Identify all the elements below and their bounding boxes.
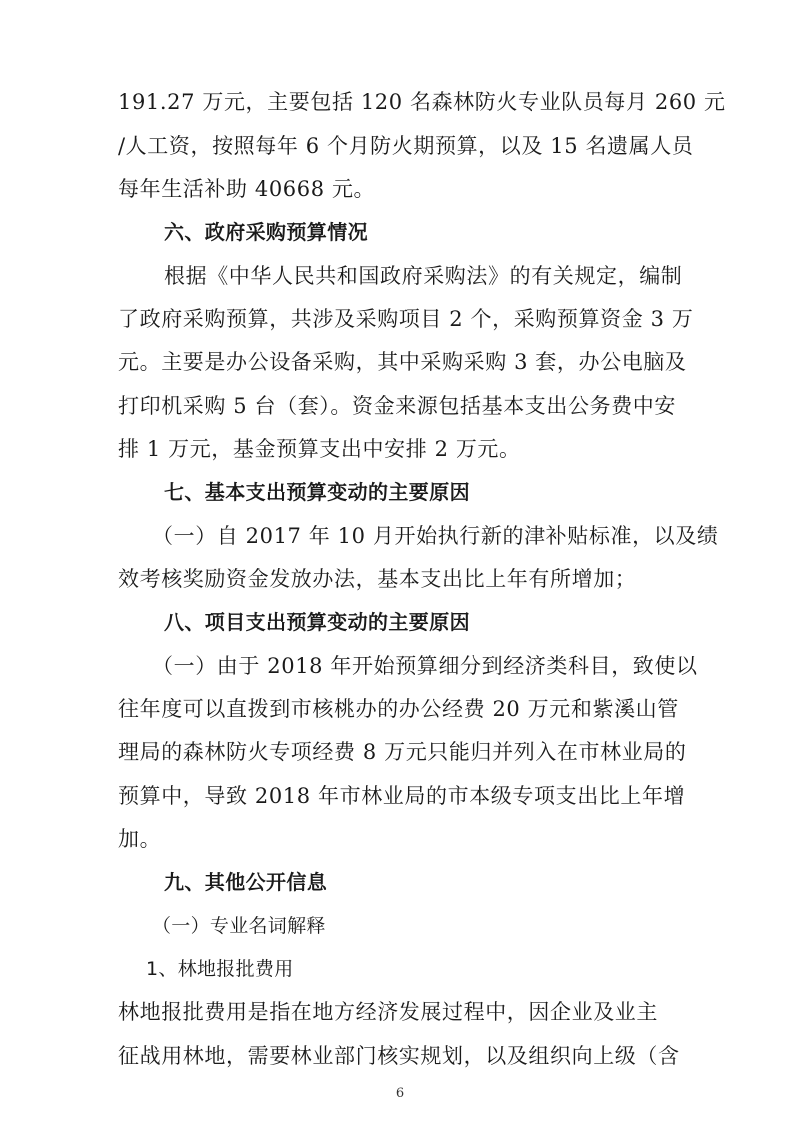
body-line: 效考核奖励资金发放办法，基本支出比上年有所增加； xyxy=(118,567,637,591)
section-heading-6: 六、政府采购预算情况 xyxy=(164,220,368,244)
section-heading-7: 七、基本支出预算变动的主要原因 xyxy=(164,480,470,504)
body-line: 每年生活补助 40668 元。 xyxy=(118,177,376,201)
body-line: 191.27 万元，主要包括 120 名森林防火专业队员每月 260 元 xyxy=(118,90,726,114)
section-heading-9: 九、其他公开信息 xyxy=(164,870,328,894)
body-line: /人工资，按照每年 6 个月防火期预算，以及 15 名遗属人员 xyxy=(118,134,694,158)
body-line: 理局的森林防火专项经费 8 万元只能归并列入在市林业局的 xyxy=(118,740,687,764)
section-heading-8: 八、项目支出预算变动的主要原因 xyxy=(164,610,470,634)
term-heading: 1、林地报批费用 xyxy=(146,958,294,980)
body-line: 了政府采购预算，共涉及采购项目 2 个，采购预算资金 3 万 xyxy=(118,307,694,331)
body-line: 元。主要是办公设备采购，其中采购采购 3 套，办公电脑及 xyxy=(118,350,687,374)
body-line: （一）由于 2018 年开始预算细分到经济类科目，致使以 xyxy=(152,654,698,678)
body-line: （一）自 2017 年 10 月开始执行新的津补贴标准，以及绩 xyxy=(152,524,719,548)
page-number: 6 xyxy=(395,1086,405,1101)
body-line: 加。 xyxy=(118,827,162,851)
body-line: 往年度可以直拨到市核桃办的办公经费 20 万元和紫溪山管 xyxy=(118,697,679,721)
body-line: 林地报批费用是指在地方经济发展过程中，因企业及业主 xyxy=(118,1000,658,1024)
body-line: 征战用林地，需要林业部门核实规划，以及组织向上级（含 xyxy=(118,1044,680,1068)
body-line: 打印机采购 5 台（套）。资金来源包括基本支出公务费中安 xyxy=(118,394,677,418)
body-line: 预算中，导致 2018 年市林业局的市本级专项支出比上年增 xyxy=(118,784,686,808)
subsection-heading: （一）专业名词解释 xyxy=(152,915,326,937)
body-line: 排 1 万元，基金预算支出中安排 2 万元。 xyxy=(118,437,521,461)
body-line: 根据《中华人民共和国政府采购法》的有关规定，编制 xyxy=(164,264,683,288)
